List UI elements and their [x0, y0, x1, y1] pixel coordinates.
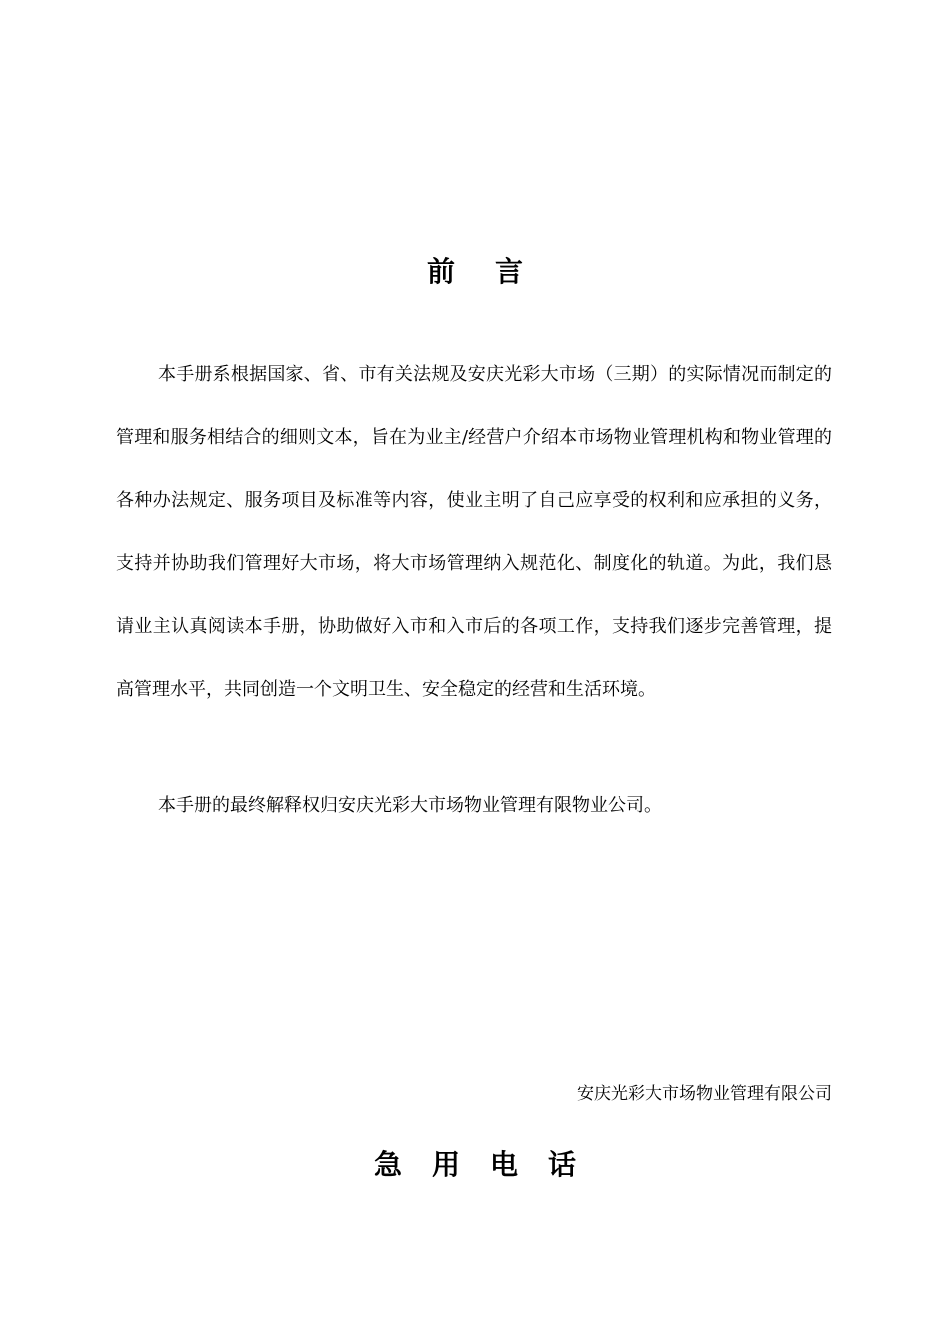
preface-paragraph-2: 本手册的最终解释权归安庆光彩大市场物业管理有限物业公司。: [158, 795, 662, 816]
company-signature: 安庆光彩大市场物业管理有限公司: [577, 1084, 832, 1104]
preface-paragraph-1: 本手册系根据国家、省、市有关法规及安庆光彩大市场（三期）的实际情况而制定的管理和服务相结合的细则文本，旨在为业主/经营户介绍本市场物业管理机构和物业管理的各种办法规定、服务项目及标准等内容，使业主明了自己应享受的权利和应承担的义务，支持并协助我们管理好大市场，将大市场管理纳入规范化、制度化的轨道。为此，我们恳请业主认真阅读本手册，协助做好入市和入市后的各项工作，支持我们逐步完善管理，提高管理水平，共同创造一个文明卫生、安全稳定的经营和生活环境。: [116, 364, 832, 700]
emergency-phone-title: 急用电话: [373, 1148, 606, 1181]
preface-title: 前言: [426, 255, 563, 288]
